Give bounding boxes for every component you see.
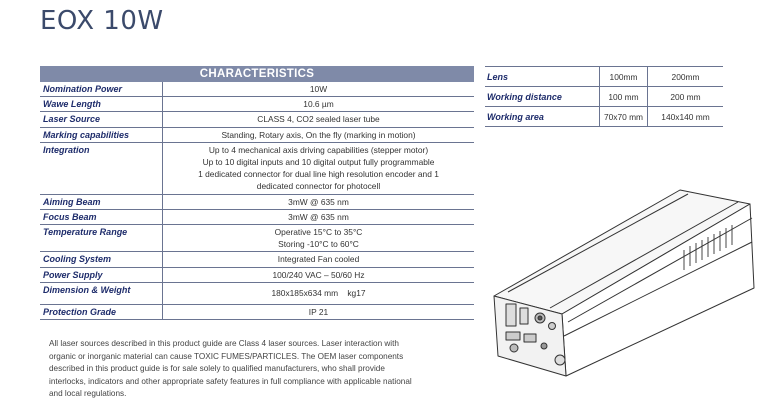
lens-value-2: 140x140 mm bbox=[648, 107, 724, 127]
row-label: Cooling System bbox=[40, 252, 163, 267]
lens-label: Working distance bbox=[485, 87, 600, 107]
table-row bbox=[485, 107, 723, 127]
row-label: Power Supply bbox=[40, 267, 163, 282]
row-value: Operative 15°C to 35°C Storing -10°C to 60°C bbox=[163, 225, 475, 252]
safety-disclaimer: All laser sources described in this product guide are Class 4 laser sources. Laser interaction with organic or inorganic material can cause TOXIC FUMES/PARTICLES. The OEM laser components described in this product guide is for sale solely to qualified manufacturers, who shall provide interlocks, indicators and other appropriate safety features in full compliance with applicable national and local regulations. bbox=[49, 339, 412, 399]
row-label: Temperature Range bbox=[40, 225, 163, 252]
row-value: 180x185x634 mm kg17 bbox=[163, 282, 475, 304]
row-value: 10W bbox=[163, 82, 475, 97]
row-value: 3mW @ 635 nm bbox=[163, 194, 475, 209]
page-title: EOX 10W bbox=[40, 6, 164, 36]
table-row bbox=[40, 127, 474, 142]
characteristics-header: CHARACTERISTICS bbox=[40, 66, 474, 82]
row-value: 3mW @ 635 nm bbox=[163, 209, 475, 224]
table-row bbox=[40, 304, 474, 319]
row-label: Dimension & Weight bbox=[40, 282, 163, 304]
row-value: 10.6 µm bbox=[163, 97, 475, 112]
lens-value-1: 100 mm bbox=[600, 87, 648, 107]
table-row bbox=[485, 67, 723, 87]
table-row bbox=[40, 252, 474, 267]
row-label: Aiming Beam bbox=[40, 194, 163, 209]
row-value: Up to 4 mechanical axis driving capabilities (stepper motor) Up to 10 digital inputs and 10 digital output fully programmable 1 dedicated connector for dual line high resolution encoder and 1 dedicated connector for photocell bbox=[163, 142, 475, 194]
table-row bbox=[40, 194, 474, 209]
row-label: Protection Grade bbox=[40, 304, 163, 319]
row-value: IP 21 bbox=[163, 304, 475, 319]
row-value: CLASS 4, CO2 sealed laser tube bbox=[163, 112, 475, 127]
row-label: Focus Beam bbox=[40, 209, 163, 224]
lens-value-1: 70x70 mm bbox=[600, 107, 648, 127]
table-row bbox=[40, 82, 474, 97]
row-label: Wawe Length bbox=[40, 97, 163, 112]
table-row bbox=[40, 209, 474, 224]
lens-value-2: 200mm bbox=[648, 67, 724, 87]
lens-value-2: 200 mm bbox=[648, 87, 724, 107]
table-row bbox=[485, 87, 723, 107]
table-row bbox=[40, 112, 474, 127]
characteristics-table bbox=[40, 66, 474, 320]
lens-label: Lens bbox=[485, 67, 600, 87]
table-row bbox=[40, 97, 474, 112]
laser-device-illustration bbox=[484, 186, 766, 382]
row-label: Nomination Power bbox=[40, 82, 163, 97]
table-row bbox=[40, 142, 474, 194]
lens-table bbox=[485, 66, 723, 127]
row-label: Integration bbox=[40, 142, 163, 194]
lens-value-1: 100mm bbox=[600, 67, 648, 87]
row-label: Marking capabilities bbox=[40, 127, 163, 142]
lens-label: Working area bbox=[485, 107, 600, 127]
row-value: Standing, Rotary axis, On the fly (marking in motion) bbox=[163, 127, 475, 142]
row-value: 100/240 VAC – 50/60 Hz bbox=[163, 267, 475, 282]
row-label: Laser Source bbox=[40, 112, 163, 127]
row-value: Integrated Fan cooled bbox=[163, 252, 475, 267]
table-row bbox=[40, 225, 474, 252]
table-row bbox=[40, 267, 474, 282]
table-row bbox=[40, 282, 474, 304]
